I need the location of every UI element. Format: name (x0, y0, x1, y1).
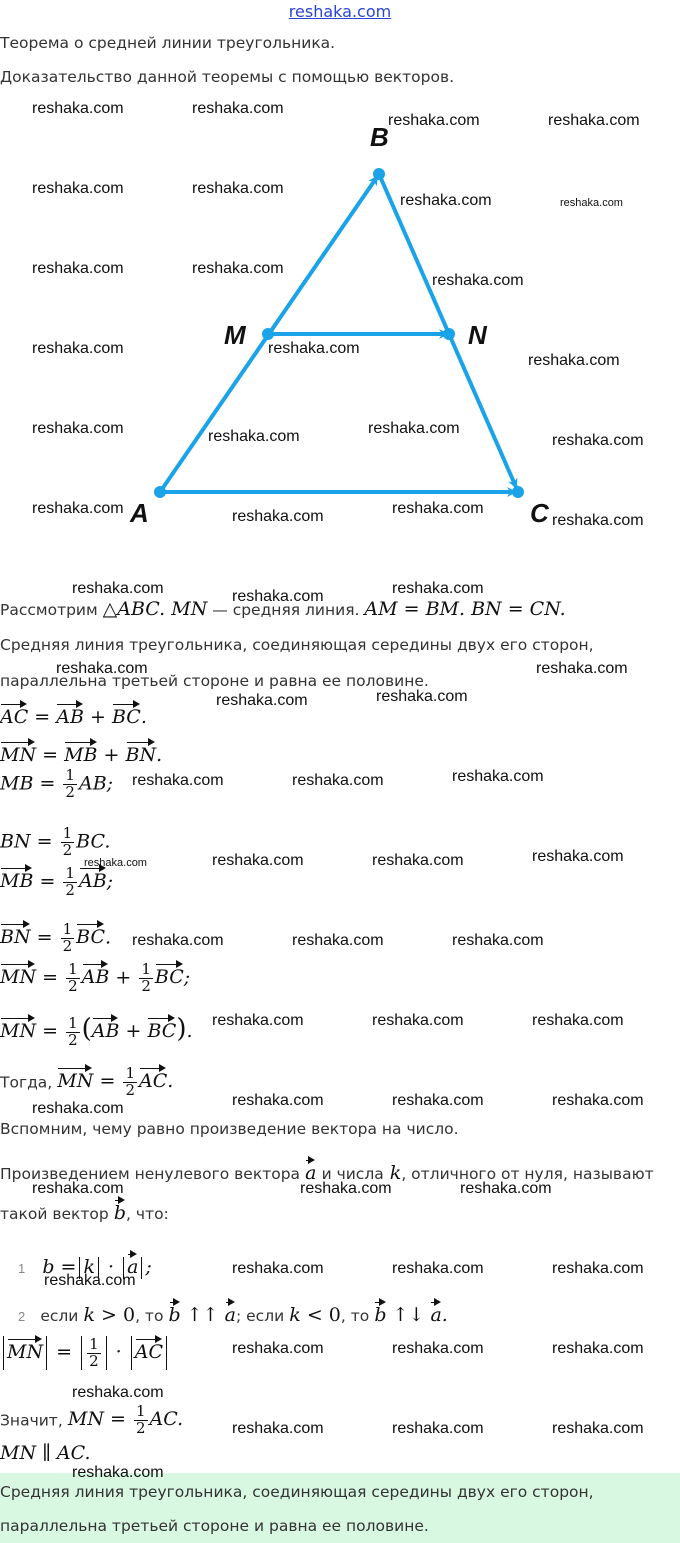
watermark: reshaka.com (392, 500, 484, 517)
watermark: reshaka.com (32, 500, 124, 517)
watermark: reshaka.com (452, 932, 544, 949)
point-b (373, 168, 385, 180)
watermark: reshaka.com (292, 772, 384, 789)
watermark: reshaka.com (552, 1340, 644, 1357)
label-a: A (130, 498, 149, 528)
watermark: reshaka.com (72, 1384, 164, 1401)
watermark: reshaka.com (532, 848, 624, 865)
watermark: reshaka.com (400, 192, 492, 209)
watermark: reshaka.com (388, 112, 480, 129)
watermark: reshaka.com (32, 180, 124, 197)
recall-line: Вспомним, чему равно произведение вектора на число. (0, 1120, 459, 1138)
watermark: reshaka.com (32, 100, 124, 117)
watermark: reshaka.com (44, 1272, 136, 1289)
page-subtitle: Доказательство данной теоремы с помощью векторов. (0, 68, 455, 86)
product-definition-line-1: Произведением ненулевого вектора a и числа k, отличного от нуля, называют (0, 1158, 654, 1184)
watermark: reshaka.com (132, 932, 224, 949)
watermark: reshaka.com (216, 692, 308, 709)
eq-znachit: Значит, MN = $\frac{1}{2}$ AC. (0, 1402, 184, 1437)
watermark: reshaka.com (192, 180, 284, 197)
definition-line-2: параллельна третьей стороне и равна ее половине. (0, 672, 429, 690)
watermark: reshaka.com (32, 340, 124, 357)
watermark: reshaka.com (372, 852, 464, 869)
watermark: reshaka.com (32, 420, 124, 437)
list-item-1: 1 b = k · a ; (18, 1252, 152, 1279)
watermark: reshaka.com (232, 588, 324, 605)
consider-line: Рассмотрим △ABC. MN — средняя линия. AM = BM. BN = CN. (0, 598, 566, 620)
watermark: reshaka.com (392, 1420, 484, 1437)
watermark: reshaka.com (552, 1092, 644, 1109)
eq-vec-mn-expanded: MN = $\frac{1}{2}$ AB + $\frac{1}{2}$ BC; (0, 960, 191, 995)
eq-ac-sum: AC = AB + BC. (0, 702, 147, 728)
watermark: reshaka.com (232, 1260, 324, 1277)
eq-abs-mn: MN = $\frac{1}{2}$ · AC (0, 1336, 170, 1370)
watermark: reshaka.com (232, 1340, 324, 1357)
watermark: reshaka.com (212, 1012, 304, 1029)
product-definition-line-2: такой вектор b, что: (0, 1198, 169, 1224)
watermark: reshaka.com (560, 197, 623, 209)
definition-line-1: Средняя линия треугольника, соединяющая середины двух его сторон, (0, 636, 594, 654)
watermark: reshaka.com (56, 660, 148, 677)
eq-vec-mn-factored: MN = $\frac{1}{2}$ (AB + BC). (0, 1013, 193, 1049)
watermark: reshaka.com (392, 1260, 484, 1277)
label-n: N (468, 320, 487, 350)
watermark: reshaka.com (552, 1420, 644, 1437)
triangle-figure (0, 90, 680, 550)
label-b: B (370, 122, 389, 152)
watermark: reshaka.com (368, 420, 460, 437)
watermark: reshaka.com (372, 1012, 464, 1029)
point-m (262, 328, 274, 340)
eq-mb-half: MB = $\frac{1}{2}$ AB; (0, 766, 114, 801)
watermark: reshaka.com (300, 1180, 392, 1197)
watermark: reshaka.com (392, 580, 484, 597)
conclusion-line-1: Средняя линия треугольника, соединяющая середины двух его сторон, (0, 1483, 594, 1501)
watermark: reshaka.com (432, 272, 524, 289)
watermark: reshaka.com (392, 1092, 484, 1109)
watermark: reshaka.com (552, 432, 644, 449)
watermark: reshaka.com (392, 1340, 484, 1357)
watermark: reshaka.com (32, 1180, 124, 1197)
watermark: reshaka.com (532, 1012, 624, 1029)
watermark: reshaka.com (552, 1260, 644, 1277)
watermark: reshaka.com (232, 1092, 324, 1109)
watermark: reshaka.com (376, 688, 468, 705)
point-n (443, 328, 455, 340)
eq-mn-sum: MN = MB + BN. (0, 740, 162, 766)
watermark: reshaka.com (192, 260, 284, 277)
eq-vec-mb-half: MB = $\frac{1}{2}$ AB; (0, 864, 114, 899)
watermark: reshaka.com (208, 428, 300, 445)
watermark: reshaka.com (552, 512, 644, 529)
watermark: reshaka.com (72, 1464, 164, 1481)
list-item-2: 2 если k > 0, то b ↑↑ a; если k < 0, то b ↑↓ a. (18, 1300, 448, 1326)
eq-vec-bn-half: BN = $\frac{1}{2}$ BC. (0, 920, 112, 955)
watermark: reshaka.com (548, 112, 640, 129)
site-link[interactable]: reshaka.com (288, 2, 392, 21)
page-title: Теорема о средней линии треугольника. (0, 34, 336, 52)
watermark: reshaka.com (132, 772, 224, 789)
conclusion-box (0, 1473, 680, 1543)
label-m: M (224, 320, 246, 350)
watermark: reshaka.com (528, 352, 620, 369)
label-c: C (530, 498, 549, 528)
watermark: reshaka.com (460, 1180, 552, 1197)
watermark: reshaka.com (268, 340, 360, 357)
watermark: reshaka.com (452, 768, 544, 785)
watermark: reshaka.com (192, 100, 284, 117)
watermark: reshaka.com (32, 260, 124, 277)
watermark: reshaka.com (292, 932, 384, 949)
eq-bn-half: BN = $\frac{1}{2}$ BC. (0, 824, 111, 859)
watermark: reshaka.com (536, 660, 628, 677)
watermark: reshaka.com (32, 1100, 124, 1117)
point-a (154, 486, 166, 498)
watermark: reshaka.com (232, 1420, 324, 1437)
watermark: reshaka.com (212, 852, 304, 869)
eq-togda: Тогда, MN = $\frac{1}{2}$ AC. (0, 1064, 174, 1099)
point-c (512, 486, 524, 498)
watermark: reshaka.com (84, 857, 147, 869)
conclusion-line-2: параллельна третьей стороне и равна ее половине. (0, 1517, 429, 1535)
watermark: reshaka.com (232, 508, 324, 525)
eq-parallel: MN ∥ AC. (0, 1442, 91, 1464)
watermark: reshaka.com (72, 580, 164, 597)
